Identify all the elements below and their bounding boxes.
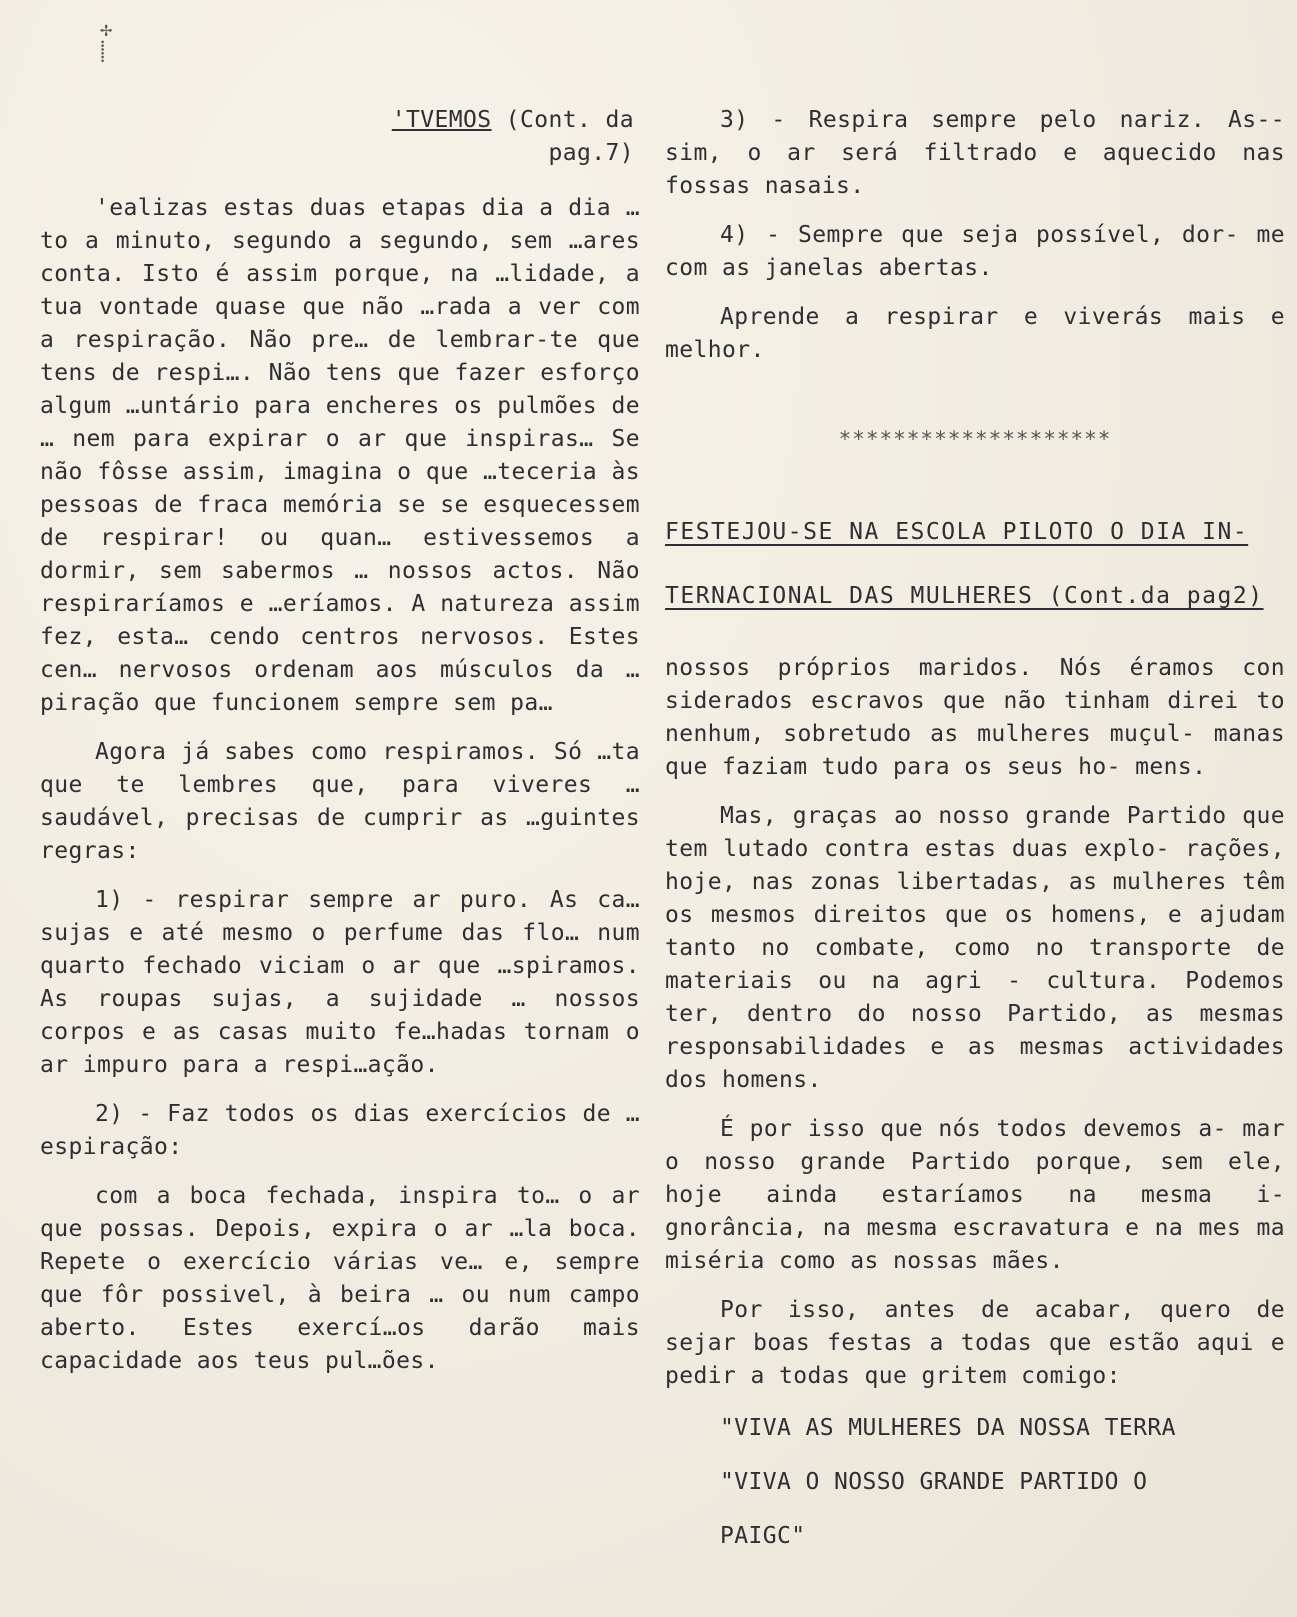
- article-paragraph-2: Mas, graças ao nosso grande Partido que tem lutado contra estas duas explo- rações, hoje, nas zonas libertadas, as mulheres têm os mesmos direitos que os homens, e ajudam tanto no combate, como no transporte de materiais ou na agri - cultura. Podemos ter, dentro do nosso Partido, as mesmas responsabilidades e as mesmas actividades dos homens.: [665, 803, 1285, 1093]
- article-title-line-2: TERNACIONAL DAS MULHERES (Cont.da pag2): [665, 583, 1264, 609]
- right-rule-4: 4) - Sempre que seja possível, dor- me com as janelas abertas.: [665, 222, 1285, 281]
- left-paragraph-4: 2) - Faz todos os dias exercícios de …espiração:: [40, 1101, 640, 1160]
- article-paragraph-4: Por isso, antes de acabar, quero de sejar boas festas a todas que estão aqui e pedir a todas que gritem comigo:: [665, 1297, 1285, 1389]
- slogan-2: "VIVA O NOSSO GRANDE PARTIDO O: [720, 1469, 1148, 1495]
- article-paragraph-1: nossos próprios maridos. Nós éramos con siderados escravos que não tinham direi to nenhum, sobretudo as mulheres muçul- manas que faziam tudo para os seus ho- mens.: [665, 655, 1285, 780]
- ink-mark-icon: ✢ ⸽: [100, 17, 113, 63]
- left-paragraph-5: com a boca fechada, inspira to… o ar que possas. Depois, expira o ar …la boca. Repete o exercício várias ve… e, sempre que fôr possivel, à beira … ou num campo aberto. Estes exercí…os darão mais capacidade aos teus pul…ões.: [40, 1183, 640, 1374]
- left-heading-ref-2: pag.7): [548, 140, 634, 166]
- right-rule-3: 3) - Respira sempre pelo nariz. As-- sim, o ar será filtrado e aquecido nas fossas nasais.: [665, 107, 1285, 199]
- article-title-line-1: FESTEJOU-SE NA ESCOLA PILOTO O DIA IN-: [665, 519, 1249, 545]
- left-paragraph-2: Agora já sabes como respiramos. Só …ta que te lembres que, para viveres … saudável, precisas de cumprir as …guintes regras:: [40, 739, 640, 864]
- right-closing: Aprende a respirar e viverás mais e melhor.: [665, 304, 1285, 363]
- left-heading-ref-1: (Cont. da: [505, 107, 634, 133]
- slogan-1: "VIVA AS MULHERES DA NOSSA TERRA: [720, 1415, 1176, 1441]
- left-heading-title: 'TVEMOS: [391, 107, 492, 133]
- left-paragraph-3: 1) - respirar sempre ar puro. As ca… sujas e até mesmo o perfume das flo… num quarto fechado viciam o ar que …spiramos. As roupas sujas, a sujidade … nossos corpos e as casas muito fe…hadas tornam o ar impuro para a respi…ação.: [40, 887, 640, 1078]
- left-heading: [40, 104, 640, 170]
- slogan-3: PAIGC": [720, 1523, 806, 1549]
- article-title: [665, 500, 1285, 628]
- left-paragraph-1: 'ealizas estas duas etapas dia a dia …to a minuto, segundo a segundo, sem …ares conta. Isto é assim porque, na …lidade, a tua vontade quase que não …rada a ver com a respiração. Não pre… de lembrar-te que tens de respi…. Não tens que fazer esforço algum …untário para encheres os pulmões de … nem para expirar o ar que inspiras… Se não fôsse assim, imagina o que …teceria às pessoas de fraca memória se se esquecessem de respirar! ou quan… estivessemos a dormir, sem sabermos … nossos actos. Não respiraríamos e …eríamos. A natureza assim fez, esta… cendo centros nervosos. Estes cen… nervosos ordenam aos músculos da …piração que funcionem sempre sem pa…: [40, 195, 640, 716]
- separator-stars: ********************: [838, 427, 1112, 451]
- article-paragraph-3: É por isso que nós todos devemos a- mar o nosso grande Partido porque, sem ele, hoje ainda estaríamos na mesma i- gnorância, na mesma escravatura e na mes ma miséria como as nossas mães.: [665, 1116, 1285, 1274]
- right-column: [665, 104, 1285, 1571]
- left-column: [40, 104, 640, 1394]
